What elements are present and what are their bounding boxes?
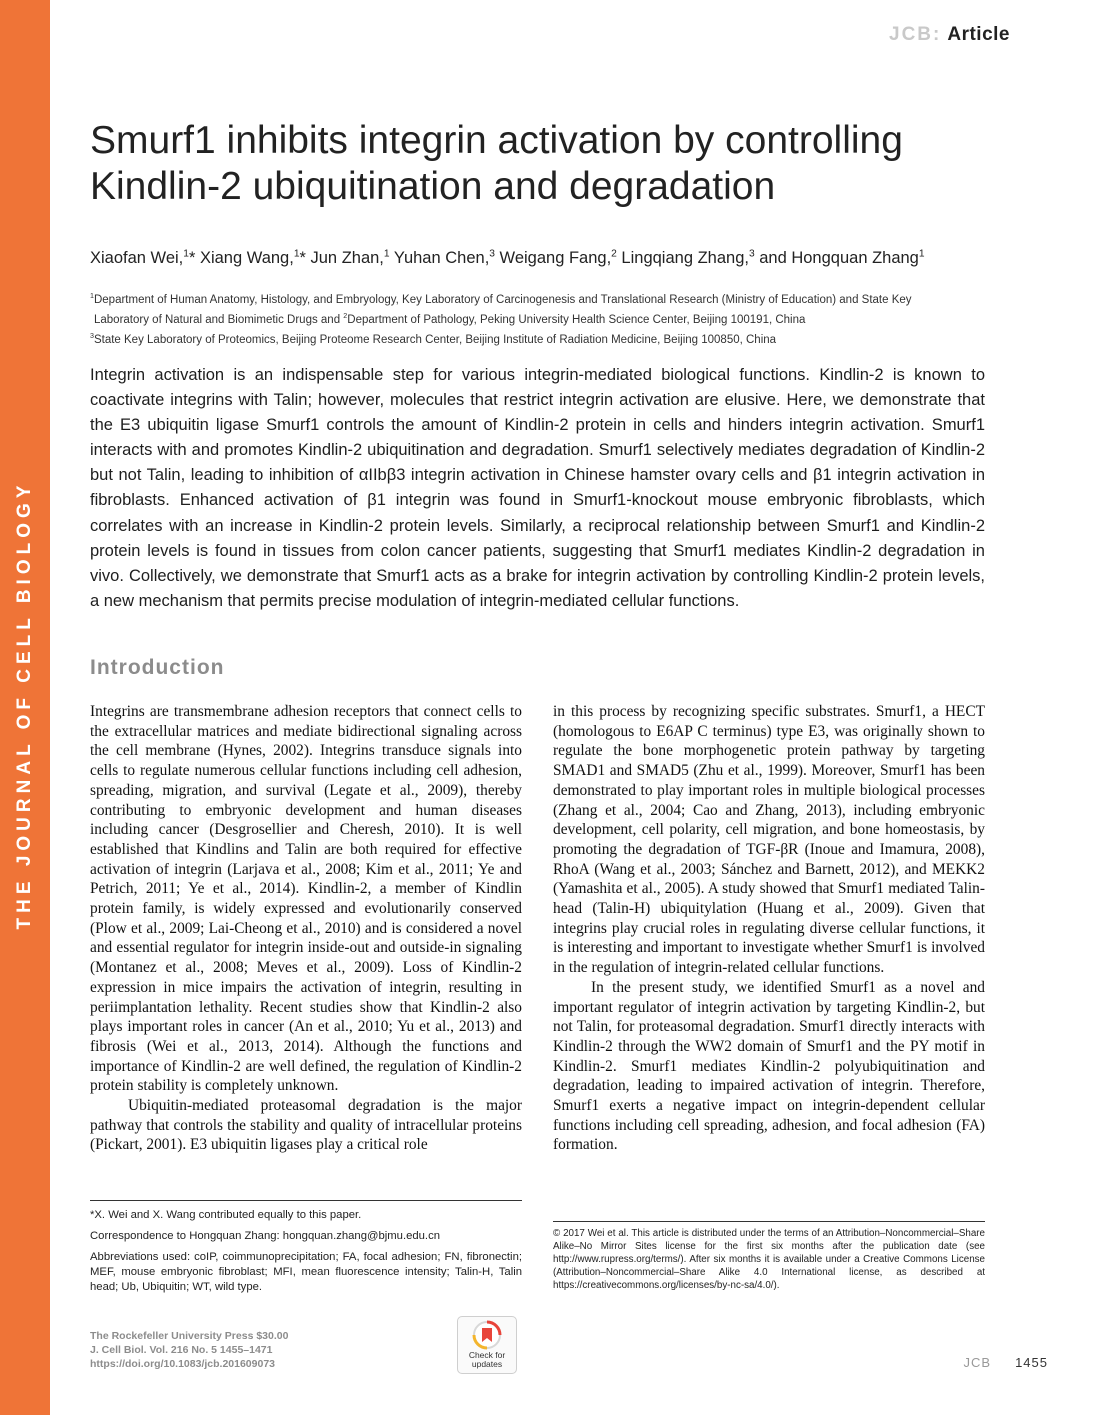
bookmark-icon: [472, 1320, 502, 1350]
citation-line: J. Cell Biol. Vol. 216 No. 5 1455–1471: [90, 1344, 273, 1356]
affiliation-3: $^3$State Key Laboratory of Proteomics, Beijing Proteome Research Center, Beijing Institute of Radiation Medicine, Beijing 100850, China: [90, 331, 777, 346]
license-text: © 2017 Wei et al. This article is distributed under the terms of an Attribution–Noncommercial–Share Alike–No Mirror Sites license for the first six months after the publication date (see http://www.rupress.org/terms/). After six months it is available under a Creative Commons License (Attribution–Noncommercial–Share Alike 4.0 International license, as described at https://creativecommons.org/licenses/by-nc-sa/4.0/).: [553, 1228, 985, 1291]
footer-journal: JCB: [963, 1355, 992, 1370]
title-line-2: Kindlin-2 ubiquitination and degradation: [90, 165, 776, 208]
paragraph: in this process by recognizing specific substrates. Smurf1, a HECT (homologous to E6AP C terminus) type E3, was originally shown to regulate the bone morphogenetic protein pathway by targeting SMAD1 and SMAD5 (Zhu et al., 1999). Moreover, Smurf1 has been demonstrated to play important roles in multiple biological processes (Zhang et al., 2004; Cao and Zhang, 2013), including embryonic development, cell polarity, cell migration, and bone homeostasis, by promoting the degradation of TGF-βR (Inoue and Imamura, 2008), RhoA (Wang et al., 2003; Sánchez and Barnett, 2012), and MEKK2 (Yamashita et al., 2005). A study showed that Smurf1 mediated Talin-head (Talin-H) ubiquitylation (Huang et al., 2009). Given that integrins play crucial roles in regulating diverse cellular functions, it is interesting and important to investigate whether Smurf1 is involved in the regulation of integrin-related cellular functions.: [553, 703, 985, 977]
affiliation-1: $^1$Department of Human Anatomy, Histology, and Embryology, Key Laboratory of Carcinogenesis and Translational Research (Ministry of Education) and State Key: [90, 292, 912, 306]
check-for-updates-badge[interactable]: [457, 1316, 517, 1374]
page-number: 1455: [1015, 1355, 1048, 1370]
author: Yuhan Chen,$^3$: [389, 248, 495, 267]
paragraph: In the present study, we identified Smurf1 as a novel and important regulator of integrin activation by targeting Kindlin-2, but not Talin, for proteasomal degradation. Smurf1 directly interacts with Kindlin-2 through the WW2 domain of Smurf1 and the PY motif in Kindlin-2. Smurf1 mediates Kindlin-2 polyubiquitination and degradation, leading to impaired activation of integrin. Therefore, Smurf1 exerts a negative impact on integrin-dependent cellular functions including cell spreading, adhesion, and focal adhesion (FA) formation.: [553, 978, 985, 1154]
section-heading-introduction: Introduction: [90, 656, 225, 679]
journal-sidebar: [0, 0, 50, 1415]
author: and Hongquan Zhang$^1$: [754, 248, 925, 267]
license-divider: [553, 1221, 985, 1222]
footnote-abbreviations: Abbreviations used: coIP, coimmunoprecipitation; FA, focal adhesion; FN, fibronectin; MEF, mouse embryonic fibroblast; MFI, mean fluorescence intensity; Talin-H, Talin head; Ub, Ubiquitin; WT, wild type.: [90, 1251, 522, 1293]
author: Xiaofan Wei,$^1$*: [90, 248, 196, 267]
footnote-equal-contribution: *X. Wei and X. Wang contributed equally to this paper.: [90, 1209, 362, 1221]
journal-name-vertical: THE JOURNAL OF CELL BIOLOGY: [14, 480, 35, 930]
body-column-right: [553, 702, 985, 1155]
footnotes: [90, 1208, 522, 1301]
badge-label: Check for updates: [468, 1350, 506, 1369]
paragraph: Integrins are transmembrane adhesion receptors that connect cells to the extracellular matrices and mediate bidirectional signaling across the cell membrane (Hynes, 2002). Integrins transduce signals into cells to regulate numerous cellular functions including cell adhesion, spreading, migration, and survival (Legate et al., 2009), thereby contributing to embryonic development and human diseases including cancer (Desgrosellier and Cheresh, 2010). It is well established that Kindlins and Talin are both required for effective activation of integrin (Larjava et al., 2008; Kim et al., 2011; Ye and Petrich, 2011; Ye et al., 2014). Kindlin-2, a member of Kindlin protein family, is widely expressed and evolutionarily conserved (Plow et al., 2009; Lai-Cheong et al., 2010) and is considered a novel and essential regulator for integrin inside-out and outside-in signaling (Montanez et al., 2008; Meves et al., 2009). Loss of Kindlin-2 expression in mice impairs the activation of integrin, resulting in periimplantation lethality. Recent studies show that Kindlin-2 also plays important roles in cancer (An et al., 2010; Yu et al., 2013) and fibrosis (Wei et al., 2013, 2014). Although the functions and importance of Kindlin-2 are well defined, the regulation of Kindlin-2 protein stability is completely unknown.: [90, 703, 522, 1095]
doi-link[interactable]: https://doi.org/10.1083/jcb.201609073: [90, 1358, 276, 1370]
title-line-1: Smurf1 inhibits integrin activation by controlling: [90, 119, 903, 162]
paper-title: [90, 118, 1020, 210]
affiliation-1-2: Laboratory of Natural and Biomimetic Drugs and $^2$Department of Pathology, Peking University Health Science Center, Beijing 100191, China: [94, 311, 806, 326]
author: Jun Zhan,$^1$: [305, 248, 390, 267]
article-type-header: [889, 24, 1010, 46]
author: Weigang Fang,$^2$: [494, 248, 617, 267]
author: Lingqiang Zhang,$^3$: [616, 248, 755, 267]
footnote-divider: [90, 1200, 522, 1201]
publication-info: [90, 1329, 390, 1371]
journal-abbr: JCB:: [889, 24, 942, 45]
abstract: Integrin activation is an indispensable step for various integrin-mediated biological functions. Kindlin-2 is known to coactivate integrins with Talin; however, molecules that restrict integrin activation are elusive. Here, we demonstrate that the E3 ubiquitin ligase Smurf1 controls the amount of Kindlin-2 protein in cells and hinders integrin activation. Smurf1 interacts with and promotes Kindlin-2 ubiquitination and degradation. Smurf1 selectively mediates degradation of Kindlin-2 but not Talin, leading to inhibition of αIIbβ3 integrin activation in Chinese hamster ovary cells and β1 integrin activation in fibroblasts. Enhanced activation of β1 integrin was found in Smurf1-knockout mouse embryonic fibroblasts, which correlates with an increase in Kindlin-2 protein levels. Similarly, a reciprocal relationship between Smurf1 and Kindlin-2 protein levels is found in tissues from colon cancer patients, suggesting that Smurf1 mediates Kindlin-2 degradation in vivo. Collectively, we demonstrate that Smurf1 acts as a brake for integrin activation by controlling Kindlin-2 protein levels, a new mechanism that permits precise modulation of integrin-mediated cellular functions.: [90, 366, 985, 610]
affiliations: [90, 288, 990, 347]
publisher-line: The Rockefeller University Press $30.00: [90, 1330, 289, 1342]
author-list: [90, 248, 1050, 268]
paragraph: Ubiquitin-mediated proteasomal degradation is the major pathway that controls the stability and quality of intracellular proteins (Pickart, 2001). E3 ubiquitin ligases play a critical role: [90, 1097, 522, 1154]
footnote-correspondence: Correspondence to Hongquan Zhang: hongquan.zhang@bjmu.edu.cn: [90, 1230, 440, 1242]
body-column-left: [90, 702, 522, 1155]
page-footer: [964, 1355, 1048, 1370]
author: Xiang Wang,$^1$*: [195, 248, 306, 267]
article-type: Article: [947, 24, 1010, 45]
